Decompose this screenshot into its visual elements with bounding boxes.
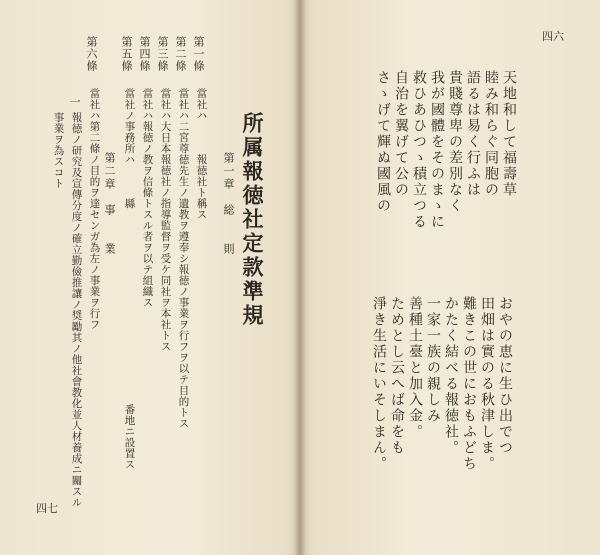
poem-line: ためとし云へば命をも (389, 296, 405, 456)
article-6-text: 當社ハ第二條ノ目的ヲ達センガ為左ノ事業ヲ行フ (88, 88, 101, 330)
article-2-text: 當社ハ二宮尊徳先生ノ遺教ヲ遵奉シ報徳ノ事業ヲ行フヲ以テ目的トス (177, 88, 190, 429)
item-1-continuation: 事業ヲ為スコト (52, 112, 65, 189)
poem-line: おやの恵に生ひ出でつ (497, 296, 513, 456)
left-page (0, 0, 298, 555)
article-6-label: 第六條 (85, 36, 98, 72)
poem-line: 田畑は實のる秋津しま。 (479, 296, 495, 472)
poem-line: かたく結べる報徳社。 (443, 296, 459, 456)
poem-line: 睦み和らぐ同胞の (483, 70, 499, 198)
article-1-label: 第一條 (192, 36, 205, 72)
book-gutter (294, 0, 306, 555)
poem-line: さゝげて輝ぬ國風の (375, 70, 391, 214)
poem-line: 淨き生活にいそしまん。 (371, 296, 387, 472)
article-1-text: 當社ハ 報徳社ト稱ス (195, 88, 208, 220)
item-1-text: 報徳ノ研究及宣傳分度ノ確立勤儉推讓ノ奨勵其ノ他社會教化並人材養成ニ關スル (70, 112, 83, 508)
chapter-2-heading: 第二章 事 業 (103, 152, 116, 256)
article-4-text: 當社ハ報徳ノ教ヲ信條トスル者ヲ以テ組織ス (141, 88, 154, 308)
poem-line: 語るは易く行ふは (465, 70, 481, 198)
article-4-label: 第四條 (138, 36, 151, 72)
chapter-1-heading: 第一章 総 則 (222, 152, 235, 256)
poem-line: 自治を翼げて公の (393, 70, 409, 198)
article-3-label: 第三條 (156, 36, 169, 72)
poem-line: 我が國體をそのまゝに (429, 70, 445, 230)
right-page-number: 四六 (542, 30, 564, 43)
poem-line: 難きこの世におもふどち (461, 296, 477, 472)
left-page-number: 四七 (36, 502, 58, 515)
article-5-label: 第五條 (120, 36, 133, 72)
poem-line: 一家一族の親しみ (425, 296, 441, 424)
poem-line: 善種土臺と加入金。 (407, 296, 423, 440)
poem-line: 天地和して福壽草 (501, 70, 517, 198)
poem-line: 貴賤尊卑の差別なく (447, 70, 463, 214)
right-page (302, 0, 600, 555)
regulations-title: 所属報徳社定款準規 (240, 112, 265, 328)
article-5-tail: 番地ニ設置ス (123, 404, 136, 470)
article-3-text: 當社ハ大日本報徳社ノ指導監督ヲ受ケ同社ヲ本社トス (159, 88, 172, 352)
item-1-label: 一 (68, 96, 81, 108)
poem-line: 救ひあひつゝ積立つる (411, 70, 427, 230)
article-2-label: 第二條 (174, 36, 187, 72)
article-5-text: 當社ノ事務所ハ 縣 (123, 88, 136, 209)
